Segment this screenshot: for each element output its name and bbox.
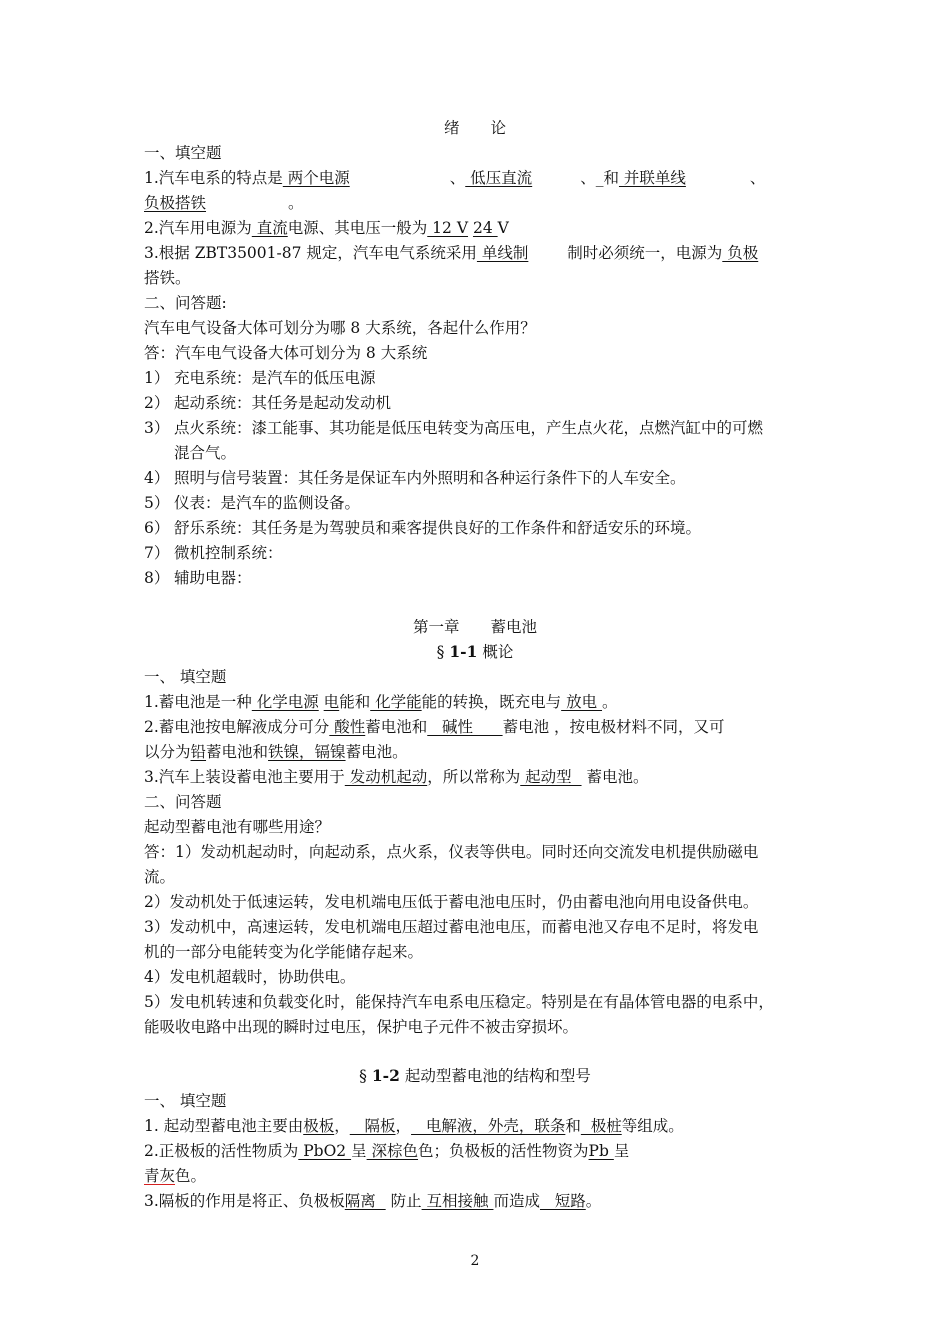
q3-answer-1: 发动机起动 xyxy=(344,768,428,786)
intro-answer: 答：汽车电气设备大体可划分为 8 大系统 xyxy=(144,344,428,362)
q3-answer-1: 隔离 xyxy=(344,1192,386,1210)
ch1-q3 xyxy=(144,765,808,789)
q2-answer-2: 碱性 xyxy=(427,718,503,736)
q2-answer-3: 铅 xyxy=(190,743,207,761)
q3-text: 制时必须统一，电源为 xyxy=(562,244,723,262)
item-text: 照明与信号装置：其任务是保证车内外照明和各种运行条件下的人车安全。 xyxy=(174,469,686,487)
q1-end: 。 xyxy=(602,693,618,711)
q2-text: 蓄电池和 xyxy=(206,743,269,761)
q1-text: 1.蓄电池是一种 xyxy=(144,693,252,711)
q1-answer-4: 负极搭铁 xyxy=(144,194,207,212)
q3-answer-2: 负极 xyxy=(722,244,759,262)
intro-qa-heading: 二、问答题: xyxy=(144,294,227,312)
q1-answer-3: 并联单线 xyxy=(618,169,686,187)
q1-answer-1: 化学电源 xyxy=(251,693,319,711)
item-text: 舒乐系统：其任务是为驾驶员和乘客提供良好的工作条件和舒适安乐的环境。 xyxy=(174,519,702,537)
s2-q2-cont xyxy=(144,1164,808,1188)
section-symbol: § xyxy=(359,1067,367,1085)
q3-text: 3.汽车上装设蓄电池主要用于 xyxy=(144,768,345,786)
section-title: 概论 xyxy=(482,643,514,661)
s2-fill-heading: 一、 填空题 xyxy=(144,1092,227,1110)
list-item xyxy=(144,491,808,515)
intro-q1-cont xyxy=(144,191,808,215)
list-item xyxy=(144,391,808,415)
answer-line: 流。 xyxy=(144,868,176,886)
q2-text: 呈 xyxy=(351,1142,367,1160)
intro-question: 汽车电气设备大体可划分为哪 8 大系统，各起什么作用？ xyxy=(144,319,536,337)
q3-text: 3.根据 ZBT35001-87 规定，汽车电气系统采用 xyxy=(144,244,477,262)
item-text: 仪表：是汽车的监侧设备。 xyxy=(174,494,361,512)
q2-text: 2.蓄电池按电解液成分可分 xyxy=(144,718,330,736)
q2-answer-1: 直流 xyxy=(251,219,288,237)
q3-end: 。 xyxy=(585,1192,602,1210)
ch1-q2-cont xyxy=(144,740,808,764)
q1-sep: ， xyxy=(334,1117,350,1135)
q1-end: 等组成。 xyxy=(621,1117,684,1135)
item-number: 5） xyxy=(144,494,170,512)
q1-text: 能和 xyxy=(339,693,371,711)
item-text: 充电系统：是汽车的低压电源 xyxy=(174,369,376,387)
q2-answer-4: 青灰 xyxy=(144,1167,176,1185)
section-heading xyxy=(0,1064,950,1088)
q1-answer-1: 两个电源 xyxy=(282,169,350,187)
item-number: 7） xyxy=(144,544,170,562)
answer-line: 4）发电机超载时，协助供电。 xyxy=(144,968,356,986)
answer-line: 5）发电机转速和负载变化时，能保持汽车电系电压稳定。特别是在有晶体管电器的电系中， xyxy=(144,993,774,1011)
answer-line: 能吸收电路中出现的瞬时过电压，保护电子元件不被击穿损坏。 xyxy=(144,1018,579,1036)
answer-line: 机的一部分电能转变为化学能储存起来。 xyxy=(144,943,424,961)
intro-title: 绪 论 xyxy=(443,119,506,137)
list-item-cont: 混合气。 xyxy=(174,444,237,462)
item-number: 6） xyxy=(144,519,170,537)
item-text: 点火系统：漆工能事、其功能是低压电转变为高压电，产生点火花，点燃汽缸中的可燃 xyxy=(174,419,764,437)
list-item xyxy=(144,566,808,590)
q2-answer-3: Pb xyxy=(588,1142,614,1160)
q2-text: 以分为 xyxy=(144,743,191,761)
item-number: 3） xyxy=(144,419,170,437)
item-text: 微机控制系统： xyxy=(174,544,283,562)
item-number: 2） xyxy=(144,394,170,412)
s2-q1 xyxy=(144,1114,808,1138)
q3-answer-1: 单线制 xyxy=(476,244,529,262)
list-item xyxy=(144,541,808,565)
q2-text: 2.汽车用电源为 xyxy=(144,219,252,237)
intro-q3 xyxy=(144,241,808,265)
intro-q3-cont: 搭铁。 xyxy=(144,269,191,287)
q1-answer-2: 低压直流 xyxy=(465,169,533,187)
section-number: 1-2 xyxy=(371,1066,400,1085)
q3-answer-2: 互相接触 xyxy=(421,1192,494,1210)
q3-text: 防止 xyxy=(385,1192,422,1210)
q2-answer-1: PbO2 xyxy=(298,1142,352,1160)
q2-answer-1: 酸性 xyxy=(329,718,366,736)
answer-line: 3）发动机中，高速运转，发电机端电压超过蓄电池电压，而蓄电池又存电不足时，将发电 xyxy=(144,918,759,936)
q2-text: 色；负极板的活性物资为 xyxy=(418,1142,589,1160)
q1-text: 1. 起动型蓄电池主要由 xyxy=(144,1117,304,1135)
q3-text: 3.隔板的作用是将正、负极板 xyxy=(144,1192,345,1210)
q1-sep: ， xyxy=(395,1117,412,1135)
q2-answer-2: 12 V xyxy=(427,219,469,237)
section-heading xyxy=(0,640,950,664)
ch1-q1 xyxy=(144,690,808,714)
q1-sep: 、 xyxy=(749,169,766,187)
intro-fill-heading: 一、填空题 xyxy=(144,144,222,162)
s2-q2 xyxy=(144,1139,808,1163)
q1-answer-4: 放电 xyxy=(561,693,603,711)
q1-answer-2: 电 xyxy=(323,693,340,711)
q2-answer-2: 深棕色 xyxy=(366,1142,419,1160)
intro-q2 xyxy=(144,216,808,240)
ch1-question: 起动型蓄电池有哪些用途？ xyxy=(144,818,331,836)
page-number: 2 xyxy=(470,1253,480,1269)
intro-q1 xyxy=(144,166,808,190)
q2-unit: V xyxy=(497,219,509,237)
answer-line: 答：1）发动机起动时，向起动系，点火系，仪表等供电。同时还向交流发电机提供励磁电 xyxy=(144,843,759,861)
ch1-fill-heading: 一、 填空题 xyxy=(144,668,227,686)
s2-q3 xyxy=(144,1189,808,1213)
q1-sep: 、_和 xyxy=(580,169,619,187)
q1-answer-3: 化学能 xyxy=(370,693,422,711)
q2-text: 蓄电池 ，按电极材料不同，又可 xyxy=(502,718,725,736)
q2-text: 呈 xyxy=(613,1142,630,1160)
item-text: 起动系统：其任务是起动发动机 xyxy=(174,394,392,412)
ch1-q2 xyxy=(144,715,808,739)
item-number: 4） xyxy=(144,469,170,487)
q2-answer-4: 铁镍，镉镍 xyxy=(268,743,346,761)
ch1-qa-heading: 二、问答题 xyxy=(144,793,222,811)
q1-text: 能的转换，既充电与 xyxy=(421,693,562,711)
q1-answer-1: 极板 xyxy=(303,1117,335,1135)
q2-text: 2.正极板的活性物质为 xyxy=(144,1142,299,1160)
q1-answer-3: 电解液，外壳，联条 xyxy=(411,1117,566,1135)
q2-text: 电源、其电压一般为 xyxy=(287,219,428,237)
q3-end: 蓄电池。 xyxy=(581,768,649,786)
q1-end: 。 xyxy=(288,194,304,212)
q2-answer-3: 24 xyxy=(472,219,498,237)
q3-text: ，所以常称为 xyxy=(427,768,521,786)
section-title: 起动型蓄电池的结构和型号 xyxy=(404,1067,591,1085)
chapter-title: 第一章 蓄电池 xyxy=(412,618,537,636)
list-item xyxy=(144,516,808,540)
item-number: 8） xyxy=(144,569,170,587)
q3-answer-2: 起动型 xyxy=(520,768,582,786)
item-text: 辅助电器： xyxy=(174,569,252,587)
item-number: 1） xyxy=(144,369,170,387)
q3-text: 而造成 xyxy=(493,1192,540,1210)
section-symbol: § xyxy=(436,643,445,661)
q2-end: 色。 xyxy=(175,1167,207,1185)
section-number: 1-1 xyxy=(449,642,478,661)
q1-sep: 、 xyxy=(449,169,466,187)
q2-end: 蓄电池。 xyxy=(345,743,408,761)
q3-answer-3: 短路 xyxy=(539,1192,586,1210)
list-item xyxy=(144,416,808,440)
q1-text: 1.汽车电系的特点是 xyxy=(144,169,283,187)
list-item xyxy=(144,366,808,390)
q2-text: 蓄电池和 xyxy=(365,718,428,736)
q1-answer-2: 隔板 xyxy=(349,1117,396,1135)
list-item xyxy=(144,466,808,490)
q1-answer-4: 极桩 xyxy=(580,1117,622,1135)
q1-text: 和 xyxy=(565,1117,581,1135)
answer-line: 2）发动机处于低速运转，发电机端电压低于蓄电池电压时，仍由蓄电池向用电设备供电。 xyxy=(144,893,759,911)
